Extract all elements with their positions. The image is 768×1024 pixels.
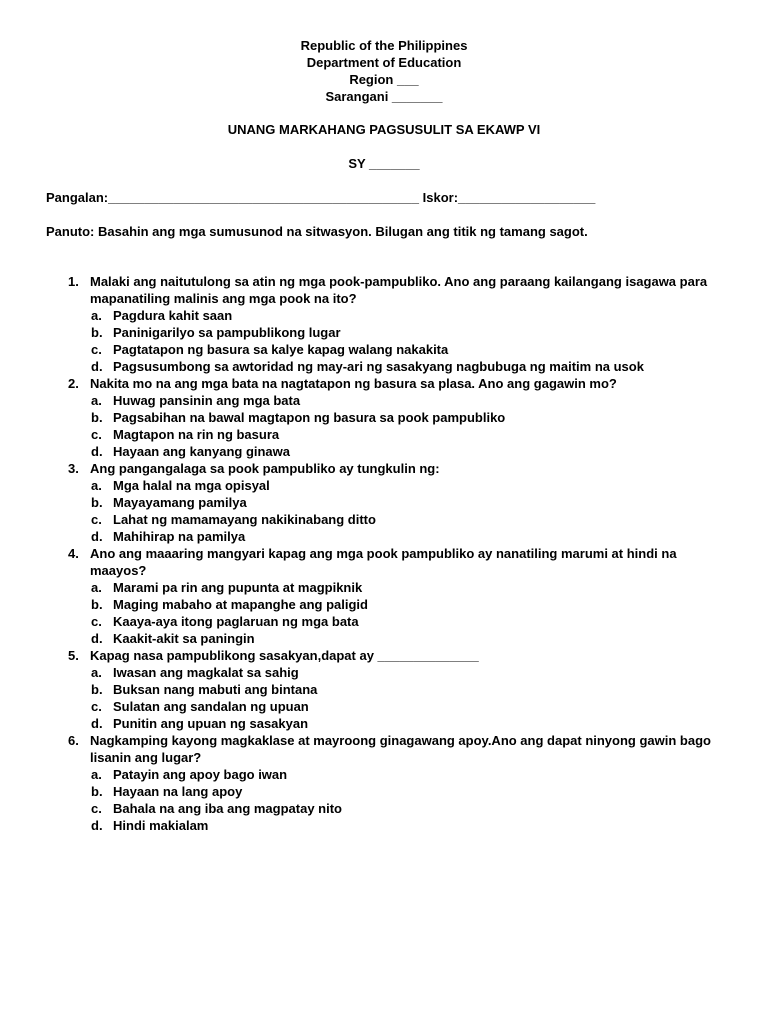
choice-letter: b. <box>91 682 103 697</box>
choice-item[interactable] <box>0 698 768 715</box>
choice-letter: d. <box>91 529 103 544</box>
choice-item[interactable] <box>0 596 768 613</box>
choice-letter: d. <box>91 444 103 459</box>
choice-text: Mga halal na mga opisyal <box>113 478 270 493</box>
question-text: Kapag nasa pampublikong sasakyan,dapat ay ______________ <box>90 648 479 663</box>
choice-text: Bahala na ang iba ang magpatay nito <box>113 801 342 816</box>
choice-letter: a. <box>91 308 102 323</box>
choice-list <box>0 477 768 545</box>
choice-text: Iwasan ang magkalat sa sahig <box>113 665 299 680</box>
choice-letter: d. <box>91 716 103 731</box>
choice-item[interactable] <box>0 528 768 545</box>
choice-letter: b. <box>91 495 103 510</box>
choice-item[interactable] <box>0 783 768 800</box>
choice-text: Patayin ang apoy bago iwan <box>113 767 288 782</box>
choice-letter: d. <box>91 818 103 833</box>
choice-list <box>0 392 768 460</box>
question-item <box>0 460 768 545</box>
choice-letter: b. <box>91 597 103 612</box>
school-year-line: SY _______ <box>348 156 420 171</box>
choice-item[interactable] <box>0 494 768 511</box>
choice-text: Kaakit-akit sa paningin <box>113 631 255 646</box>
choice-letter: c. <box>91 512 102 527</box>
choice-letter: a. <box>91 478 102 493</box>
choice-text: Mayayamang pamilya <box>113 495 247 510</box>
question-item <box>0 375 768 460</box>
choice-text: Punitin ang upuan ng sasakyan <box>113 716 309 731</box>
choice-item[interactable] <box>0 766 768 783</box>
question-number: 2. <box>68 376 79 391</box>
choice-text: Mahihirap na pamilya <box>113 529 246 544</box>
choice-item[interactable] <box>0 681 768 698</box>
choice-text: Huwag pansinin ang mga bata <box>113 393 301 408</box>
choice-letter: a. <box>91 580 102 595</box>
question-item <box>0 647 768 732</box>
choice-letter: b. <box>91 784 103 799</box>
question-number: 3. <box>68 461 79 476</box>
question-item <box>0 273 768 375</box>
choice-text: Magtapon na rin ng basura <box>113 427 280 442</box>
question-text: Nakita mo na ang mga bata na nagtatapon ng basura sa plasa. Ano ang gagawin mo? <box>90 376 617 391</box>
choice-letter: c. <box>91 699 102 714</box>
choice-item[interactable] <box>0 630 768 647</box>
question-number: 1. <box>68 274 79 289</box>
question-text: Nagkamping kayong magkaklase at mayroong ginagawang apoy.Ano ang dapat ninyong gawin bago lisanin ang lugar? <box>90 733 711 765</box>
exam-title: UNANG MARKAHANG PAGSUSULIT SA EKAWP VI <box>227 122 541 137</box>
choice-text: Hindi makialam <box>113 818 209 833</box>
question-item <box>0 732 768 834</box>
question-item <box>0 545 768 647</box>
choice-letter: d. <box>91 631 103 646</box>
choice-text: Marami pa rin ang pupunta at magpiknik <box>113 580 363 595</box>
choice-item[interactable] <box>0 443 768 460</box>
choice-letter: c. <box>91 801 102 816</box>
choice-letter: c. <box>91 614 102 629</box>
choice-item[interactable] <box>0 409 768 426</box>
instructions: Panuto: Basahin ang mga sumusunod na sitwasyon. Bilugan ang titik ng tamang sagot. <box>46 224 588 239</box>
header-region: Region ___ <box>349 72 419 87</box>
choice-text: Pagdura kahit saan <box>113 308 233 323</box>
question-number: 5. <box>68 648 79 663</box>
choice-item[interactable] <box>0 477 768 494</box>
choice-list <box>0 664 768 732</box>
choice-text: Maging mabaho at mapanghe ang paligid <box>113 597 368 612</box>
question-number: 4. <box>68 546 79 561</box>
choice-text: Hayaan na lang apoy <box>113 784 243 799</box>
choice-letter: b. <box>91 410 103 425</box>
choice-item[interactable] <box>0 511 768 528</box>
choice-item[interactable] <box>0 613 768 630</box>
choice-letter: b. <box>91 325 103 340</box>
choice-text: Kaaya-aya itong paglaruan ng mga bata <box>113 614 359 629</box>
choice-item[interactable] <box>0 715 768 732</box>
choice-item[interactable] <box>0 664 768 681</box>
choice-item[interactable] <box>0 817 768 834</box>
choice-text: Sulatan ang sandalan ng upuan <box>113 699 309 714</box>
question-text: Ang pangangalaga sa pook pampubliko ay tungkulin ng: <box>90 461 440 476</box>
choice-letter: c. <box>91 342 102 357</box>
choice-list <box>0 579 768 647</box>
question-text: Ano ang maaaring mangyari kapag ang mga pook pampubliko ay nanatiling marumi at hindi na maayos? <box>90 546 677 578</box>
header-department: Department of Education <box>306 55 462 70</box>
header-division: Sarangani _______ <box>325 89 443 104</box>
name-score-line: Pangalan:___________________________________________ Iskor:___________________ <box>46 190 596 205</box>
choice-letter: c. <box>91 427 102 442</box>
choice-text: Buksan nang mabuti ang bintana <box>113 682 318 697</box>
header-republic: Republic of the Philippines <box>300 38 468 53</box>
document-header <box>0 37 768 105</box>
choice-item[interactable] <box>0 426 768 443</box>
choice-item[interactable] <box>0 358 768 375</box>
choice-item[interactable] <box>0 392 768 409</box>
choice-list <box>0 307 768 375</box>
question-list <box>0 273 768 834</box>
choice-text: Pagsabihan na bawal magtapon ng basura sa pook pampubliko <box>113 410 506 425</box>
choice-item[interactable] <box>0 307 768 324</box>
question-text: Malaki ang naitutulong sa atin ng mga pook-pampubliko. Ano ang paraang kailangang isagawa para mapanatiling malinis ang mga pook na ito? <box>90 274 708 306</box>
choice-text: Paninigarilyo sa pampublikong lugar <box>113 325 341 340</box>
choice-text: Pagtatapon ng basura sa kalye kapag walang nakakita <box>113 342 449 357</box>
choice-text: Lahat ng mamamayang nakikinabang ditto <box>113 512 376 527</box>
choice-text: Pagsusumbong sa awtoridad ng may-ari ng sasakyang nagbubuga ng maitim na usok <box>113 359 644 374</box>
choice-item[interactable] <box>0 324 768 341</box>
question-number: 6. <box>68 733 79 748</box>
choice-letter: a. <box>91 665 102 680</box>
choice-text: Hayaan ang kanyang ginawa <box>113 444 291 459</box>
choice-item[interactable] <box>0 341 768 358</box>
choice-item[interactable] <box>0 800 768 817</box>
choice-item[interactable] <box>0 579 768 596</box>
choice-list <box>0 766 768 834</box>
choice-letter: d. <box>91 359 103 374</box>
choice-letter: a. <box>91 767 102 782</box>
choice-letter: a. <box>91 393 102 408</box>
